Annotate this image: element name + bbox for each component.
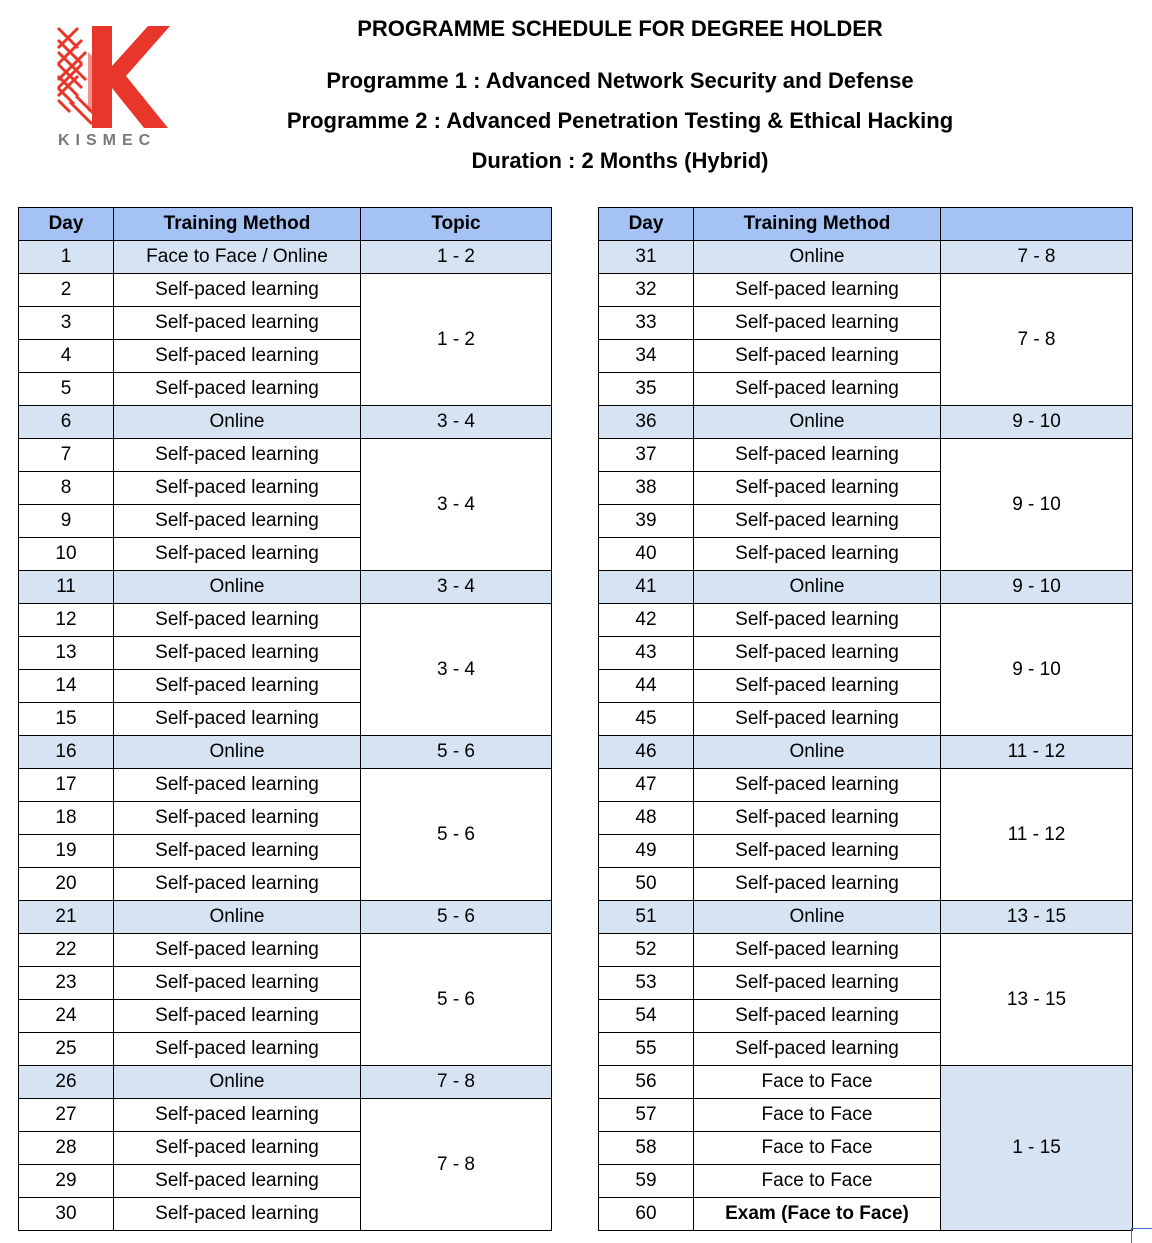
day-cell: 32 [599, 274, 694, 307]
topic-cell: 3 - 4 [361, 439, 552, 571]
table-row [599, 1066, 1133, 1099]
day-cell: 6 [19, 406, 114, 439]
training-method-cell: Self-paced learning [114, 637, 361, 670]
day-cell: 10 [19, 538, 114, 571]
topic-cell: 5 - 6 [361, 934, 552, 1066]
day-cell: 47 [599, 769, 694, 802]
topic-cell: 1 - 15 [941, 1066, 1133, 1231]
day-cell: 7 [19, 439, 114, 472]
schedule-table-days-1-30 [18, 207, 552, 1231]
training-method-cell: Online [114, 736, 361, 769]
table-row [19, 934, 552, 967]
table-row [599, 439, 1133, 472]
table-header-row [599, 208, 1133, 241]
training-method-cell: Face to Face / Online [114, 241, 361, 274]
table-row [19, 604, 552, 637]
day-cell: 4 [19, 340, 114, 373]
training-method-cell: Self-paced learning [694, 703, 941, 736]
training-method-cell: Self-paced learning [694, 373, 941, 406]
day-cell: 22 [19, 934, 114, 967]
table-row [599, 406, 1133, 439]
training-method-cell: Self-paced learning [114, 868, 361, 901]
day-cell: 5 [19, 373, 114, 406]
training-method-cell: Online [114, 571, 361, 604]
logo-wordmark: KISMEC [58, 132, 157, 149]
training-method-cell: Online [114, 1066, 361, 1099]
topic-cell: 9 - 10 [941, 439, 1133, 571]
table-row [599, 769, 1133, 802]
training-method-cell: Self-paced learning [114, 1033, 361, 1066]
table-header-row [19, 208, 552, 241]
day-cell: 34 [599, 340, 694, 373]
training-method-cell: Self-paced learning [694, 340, 941, 373]
training-method-cell: Self-paced learning [694, 769, 941, 802]
training-method-cell: Online [694, 406, 941, 439]
day-cell: 37 [599, 439, 694, 472]
day-cell: 60 [599, 1198, 694, 1231]
day-cell: 38 [599, 472, 694, 505]
day-cell: 15 [19, 703, 114, 736]
day-cell: 33 [599, 307, 694, 340]
table-row [599, 736, 1133, 769]
training-method-cell: Self-paced learning [694, 934, 941, 967]
training-method-cell: Face to Face [694, 1132, 941, 1165]
training-method-cell: Self-paced learning [114, 1099, 361, 1132]
training-method-cell: Self-paced learning [114, 604, 361, 637]
day-cell: 2 [19, 274, 114, 307]
training-method-cell: Online [114, 901, 361, 934]
programme-1-title: Programme 1 : Advanced Network Security and Defense [326, 68, 914, 93]
day-cell: 42 [599, 604, 694, 637]
training-method-cell: Self-paced learning [114, 538, 361, 571]
day-cell: 52 [599, 934, 694, 967]
training-method-cell: Online [694, 736, 941, 769]
training-method-cell: Face to Face [694, 1099, 941, 1132]
topic-cell: 9 - 10 [941, 406, 1133, 439]
day-cell: 53 [599, 967, 694, 1000]
day-cell: 13 [19, 637, 114, 670]
training-method-cell: Self-paced learning [114, 934, 361, 967]
column-header-topic: Topic [361, 208, 552, 241]
day-cell: 16 [19, 736, 114, 769]
topic-cell: 11 - 12 [941, 736, 1133, 769]
training-method-cell: Self-paced learning [114, 1132, 361, 1165]
table-row [19, 736, 552, 769]
topic-cell: 3 - 4 [361, 406, 552, 439]
training-method-cell: Self-paced learning [114, 439, 361, 472]
topic-cell: 7 - 8 [361, 1099, 552, 1231]
table-row [19, 571, 552, 604]
topic-cell: 1 - 2 [361, 274, 552, 406]
topic-cell: 5 - 6 [361, 901, 552, 934]
day-cell: 1 [19, 241, 114, 274]
training-method-cell: Online [114, 406, 361, 439]
topic-cell: 5 - 6 [361, 736, 552, 769]
column-header-topic [941, 208, 1133, 241]
programme-2-title: Programme 2 : Advanced Penetration Testing & Ethical Hacking [286, 108, 954, 133]
day-cell: 35 [599, 373, 694, 406]
column-header-day: Day [19, 208, 114, 241]
duration-text: Duration : 2 Months (Hybrid) [471, 148, 769, 173]
topic-cell: 9 - 10 [941, 604, 1133, 736]
day-cell: 50 [599, 868, 694, 901]
training-method-cell: Online [694, 241, 941, 274]
day-cell: 30 [19, 1198, 114, 1231]
training-method-cell: Self-paced learning [114, 472, 361, 505]
day-cell: 25 [19, 1033, 114, 1066]
training-method-cell: Self-paced learning [694, 835, 941, 868]
training-method-cell: Self-paced learning [114, 1000, 361, 1033]
day-cell: 45 [599, 703, 694, 736]
table-row [19, 1099, 552, 1132]
training-method-cell: Face to Face [694, 1066, 941, 1099]
day-cell: 40 [599, 538, 694, 571]
topic-cell: 7 - 8 [361, 1066, 552, 1099]
training-method-cell: Self-paced learning [114, 274, 361, 307]
training-method-cell: Self-paced learning [694, 1000, 941, 1033]
day-cell: 41 [599, 571, 694, 604]
day-cell: 28 [19, 1132, 114, 1165]
training-method-cell: Online [694, 901, 941, 934]
table-row [19, 901, 552, 934]
training-method-cell: Self-paced learning [694, 505, 941, 538]
topic-cell: 1 - 2 [361, 241, 552, 274]
training-method-cell: Self-paced learning [114, 307, 361, 340]
topic-cell: 11 - 12 [941, 769, 1133, 901]
training-method-cell: Self-paced learning [114, 1165, 361, 1198]
topic-cell: 13 - 15 [941, 934, 1133, 1066]
training-method-cell: Self-paced learning [694, 967, 941, 1000]
training-method-cell: Exam (Face to Face) [694, 1198, 941, 1231]
selection-corner-handle[interactable] [1131, 1228, 1152, 1243]
training-method-cell: Self-paced learning [694, 802, 941, 835]
training-method-cell: Self-paced learning [694, 670, 941, 703]
table-row [599, 604, 1133, 637]
training-method-cell: Self-paced learning [114, 373, 361, 406]
day-cell: 54 [599, 1000, 694, 1033]
training-method-cell: Self-paced learning [694, 274, 941, 307]
day-cell: 36 [599, 406, 694, 439]
training-method-cell: Self-paced learning [114, 802, 361, 835]
topic-cell: 9 - 10 [941, 571, 1133, 604]
training-method-cell: Self-paced learning [114, 505, 361, 538]
day-cell: 56 [599, 1066, 694, 1099]
column-header-training-method: Training Method [694, 208, 941, 241]
table-row [19, 769, 552, 802]
day-cell: 11 [19, 571, 114, 604]
column-header-day: Day [599, 208, 694, 241]
day-cell: 59 [599, 1165, 694, 1198]
table-row [19, 241, 552, 274]
topic-cell: 13 - 15 [941, 901, 1133, 934]
day-cell: 31 [599, 241, 694, 274]
day-cell: 51 [599, 901, 694, 934]
day-cell: 9 [19, 505, 114, 538]
day-cell: 26 [19, 1066, 114, 1099]
training-method-cell: Self-paced learning [114, 1198, 361, 1231]
training-method-cell: Self-paced learning [694, 307, 941, 340]
day-cell: 18 [19, 802, 114, 835]
training-method-cell: Self-paced learning [114, 703, 361, 736]
day-cell: 58 [599, 1132, 694, 1165]
table-row [599, 571, 1133, 604]
topic-cell: 3 - 4 [361, 604, 552, 736]
training-method-cell: Self-paced learning [694, 538, 941, 571]
day-cell: 44 [599, 670, 694, 703]
day-cell: 49 [599, 835, 694, 868]
table-row [599, 241, 1133, 274]
day-cell: 27 [19, 1099, 114, 1132]
day-cell: 29 [19, 1165, 114, 1198]
table-row [599, 901, 1133, 934]
training-method-cell: Self-paced learning [694, 472, 941, 505]
training-method-cell: Self-paced learning [694, 637, 941, 670]
day-cell: 39 [599, 505, 694, 538]
column-header-training-method: Training Method [114, 208, 361, 241]
table-row [19, 439, 552, 472]
training-method-cell: Self-paced learning [694, 439, 941, 472]
topic-cell: 3 - 4 [361, 571, 552, 604]
day-cell: 17 [19, 769, 114, 802]
table-row [19, 1066, 552, 1099]
day-cell: 19 [19, 835, 114, 868]
topic-cell: 7 - 8 [941, 274, 1133, 406]
training-method-cell: Self-paced learning [694, 604, 941, 637]
training-method-cell: Self-paced learning [694, 1033, 941, 1066]
day-cell: 48 [599, 802, 694, 835]
topic-cell: 7 - 8 [941, 241, 1133, 274]
table-row [19, 274, 552, 307]
training-method-cell: Face to Face [694, 1165, 941, 1198]
day-cell: 23 [19, 967, 114, 1000]
table-row [19, 406, 552, 439]
training-method-cell: Self-paced learning [114, 769, 361, 802]
day-cell: 46 [599, 736, 694, 769]
day-cell: 20 [19, 868, 114, 901]
training-method-cell: Self-paced learning [694, 868, 941, 901]
table-row [599, 274, 1133, 307]
day-cell: 8 [19, 472, 114, 505]
day-cell: 21 [19, 901, 114, 934]
day-cell: 3 [19, 307, 114, 340]
table-row [599, 934, 1133, 967]
schedule-table-days-31-60 [598, 207, 1133, 1231]
topic-cell: 5 - 6 [361, 769, 552, 901]
training-method-cell: Self-paced learning [114, 967, 361, 1000]
day-cell: 55 [599, 1033, 694, 1066]
training-method-cell: Self-paced learning [114, 340, 361, 373]
training-method-cell: Online [694, 571, 941, 604]
day-cell: 57 [599, 1099, 694, 1132]
training-method-cell: Self-paced learning [114, 670, 361, 703]
day-cell: 24 [19, 1000, 114, 1033]
page-title: PROGRAMME SCHEDULE FOR DEGREE HOLDER [357, 16, 883, 41]
day-cell: 43 [599, 637, 694, 670]
day-cell: 14 [19, 670, 114, 703]
day-cell: 12 [19, 604, 114, 637]
training-method-cell: Self-paced learning [114, 835, 361, 868]
